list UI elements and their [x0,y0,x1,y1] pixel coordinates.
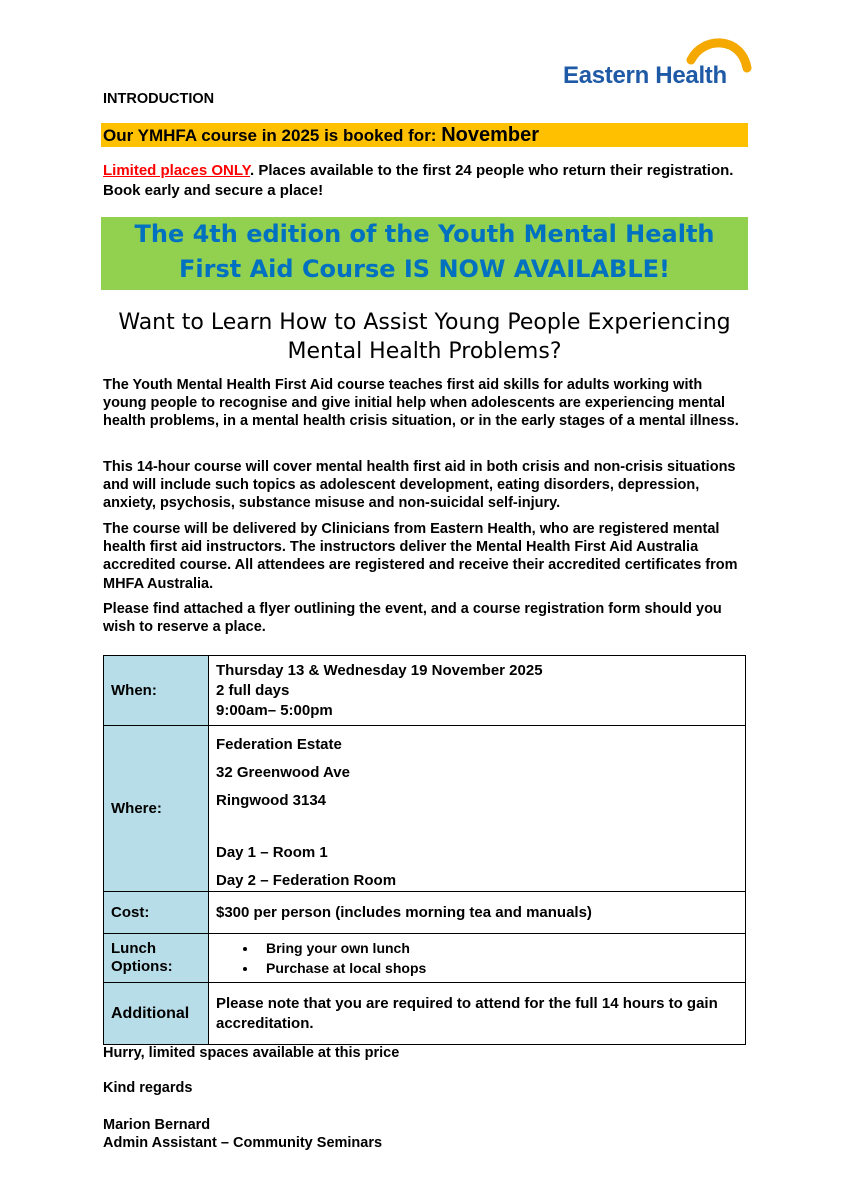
where-suburb: Ringwood 3134 [216,791,327,809]
paragraph-course-delivery: The course will be delivered by Clinicians from Eastern Health, who are registered mental health first aid instructors. The instructors deliver the Mental Health First Aid Australia accredited course. All attendees are registered and receive their accredited certificates from MHFA Australia. [103,521,738,592]
lunch-value [209,934,746,983]
paragraph-course-intro: The Youth Mental Health First Aid course teaches first aid skills for adults working with young people to recognise and give initial help when adolescents are experiencing mental health problems, in a mental health crisis situation, or in the early stages of a mental illness. [103,377,739,430]
signature-role: Admin Assistant – Community Seminars [103,1135,383,1151]
paragraph-attachment: Please find attached a flyer outlining the event, and a course registration form should you wish to reserve a place. [103,601,722,636]
where-value [209,726,746,892]
edition-banner [101,217,748,290]
eastern-health-logo [563,38,753,98]
when-time: 9:00am– 5:00pm [216,701,333,719]
when-label: When: [104,656,209,726]
booking-banner [101,123,748,147]
when-duration: 2 full days [216,681,290,699]
cost-value: $300 per person (includes morning tea and manuals) [209,892,746,934]
banner-line-1: The 4th edition of the Youth Mental Health [134,220,715,248]
table-row-cost [104,892,746,934]
table-row-additional [104,983,746,1045]
headline-line-2: Mental Health Problems? [287,339,562,364]
table-row-lunch [104,934,746,983]
logo-text: Eastern Health [563,62,727,89]
lunch-label-line-2: Options: [111,958,173,975]
booking-month: November [441,124,540,146]
additional-value: Please note that you are required to attend for the full 14 hours to gain accreditation. [209,983,746,1045]
lunch-label-line-1: Lunch [111,940,156,957]
where-day1-room: Day 1 – Room 1 [216,843,328,861]
list-item: • Purchase at local shops [258,958,738,978]
headline-line-1: Want to Learn How to Assist Young People Experiencing [118,310,731,335]
course-details-table [103,655,746,1045]
kind-regards: Kind regards [103,1080,193,1096]
when-value [209,656,746,726]
booking-prefix: Our YMHFA course in 2025 is booked for: [103,126,442,145]
signature-name: Marion Bernard [103,1117,211,1133]
where-label: Where: [104,726,209,892]
limited-places-notice [103,161,743,201]
limited-places-text: . Places available to the first 24 people who return their registration. Book early and secure a place! [103,162,734,199]
where-street: 32 Greenwood Ave [216,763,350,781]
banner-line-2: First Aid Course IS NOW AVAILABLE! [101,252,748,287]
cost-label: Cost: [104,892,209,934]
when-date: Thursday 13 & Wednesday 19 November 2025 [216,661,543,679]
where-day2-room: Day 2 – Federation Room [216,871,397,889]
paragraph-course-topics: This 14-hour course will cover mental health first aid in both crisis and non-crisis situations and will include such topics as adolescent development, eating disorders, depression, anxiety, psychosis, substance misuse and non-suicidal self-injury. [103,459,736,512]
list-item: • Bring your own lunch [258,938,738,958]
table-row-where [104,726,746,892]
lunch-label [104,934,209,983]
intro-heading: INTRODUCTION [103,91,215,107]
limited-places-highlight: Limited places ONLY [103,162,250,179]
page-headline [103,308,746,366]
additional-label: Additional [104,983,209,1045]
table-row-when [104,656,746,726]
hurry-note: Hurry, limited spaces available at this price [103,1045,400,1061]
where-venue: Federation Estate [216,735,342,753]
lunch-options-list [216,938,738,978]
